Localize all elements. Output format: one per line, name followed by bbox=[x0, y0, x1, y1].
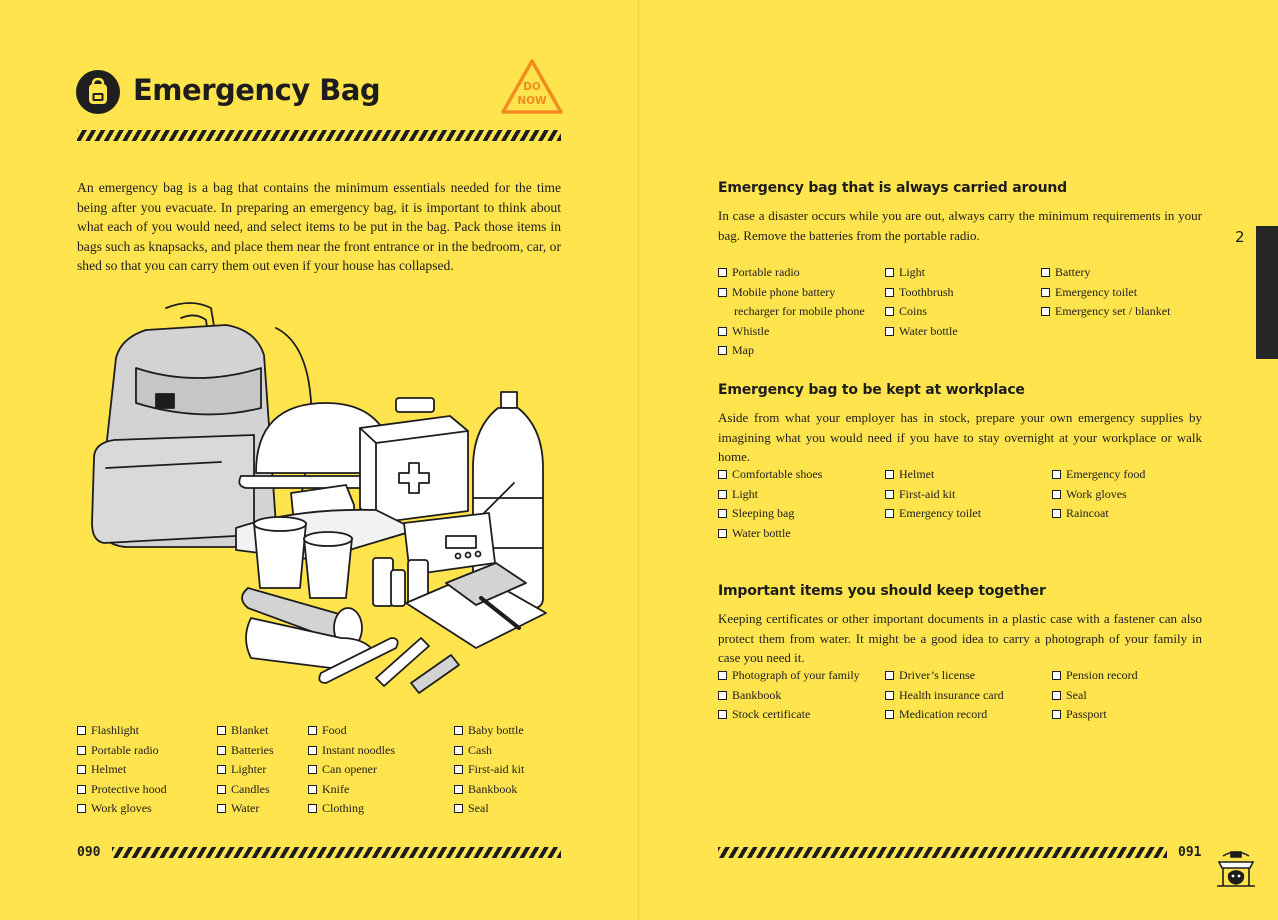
list-item[interactable]: Baby bottle bbox=[454, 721, 524, 741]
section-text-workplace: Aside from what your employer has in stock, prepare your own emergency supplies by imagining what you would need if you have to stay overnight at your workplace or walk home. bbox=[718, 410, 1202, 464]
list-item[interactable]: Lighter bbox=[217, 760, 274, 780]
list-item[interactable]: Medication record bbox=[885, 705, 1004, 725]
checkbox[interactable] bbox=[217, 785, 226, 794]
list-item[interactable]: Seal bbox=[1052, 686, 1138, 706]
carried-column-1 bbox=[718, 263, 865, 361]
list-item[interactable]: Health insurance card bbox=[885, 686, 1004, 706]
checkbox[interactable] bbox=[718, 346, 727, 355]
list-item[interactable]: Toothbrush bbox=[885, 283, 958, 303]
list-item[interactable]: Food bbox=[308, 721, 395, 741]
checkbox[interactable] bbox=[217, 804, 226, 813]
mascot-icon bbox=[1213, 848, 1259, 890]
checkbox[interactable] bbox=[885, 307, 894, 316]
checklist-column-4 bbox=[454, 721, 524, 819]
list-item[interactable]: Light bbox=[718, 485, 822, 505]
checkbox[interactable] bbox=[454, 746, 463, 755]
section-text-carried: In case a disaster occurs while you are out, always carry the minimum requirements in your bag. Remove the batteries from the portable radio. bbox=[718, 208, 1202, 243]
list-item[interactable]: Emergency toilet bbox=[1041, 283, 1170, 303]
page-number-right: 091 bbox=[1178, 845, 1202, 860]
checkbox[interactable] bbox=[1052, 691, 1061, 700]
checklist-column-3 bbox=[308, 721, 395, 819]
list-item[interactable]: Bankbook bbox=[718, 686, 860, 706]
backpack-icon bbox=[76, 70, 120, 114]
section-heading-workplace: Emergency bag to be kept at workplace bbox=[718, 382, 1025, 398]
checkbox[interactable] bbox=[718, 327, 727, 336]
list-item[interactable]: Coins bbox=[885, 302, 958, 322]
checkbox[interactable] bbox=[718, 691, 727, 700]
list-item[interactable]: Flashlight bbox=[77, 721, 167, 741]
badge-line2: NOW bbox=[517, 95, 547, 107]
emergency-bag-illustration bbox=[86, 298, 558, 708]
workplace-column-3 bbox=[1052, 465, 1145, 524]
carried-column-2 bbox=[885, 263, 958, 341]
list-item[interactable]: Batteries bbox=[217, 741, 274, 761]
checkbox[interactable] bbox=[885, 490, 894, 499]
checklist-column-2 bbox=[217, 721, 274, 819]
list-item[interactable]: Map bbox=[718, 341, 865, 361]
list-item[interactable]: Bankbook bbox=[454, 780, 524, 800]
section-heading-carried: Emergency bag that is always carried around bbox=[718, 180, 1067, 196]
checkbox[interactable] bbox=[1041, 288, 1050, 297]
hazard-stripe-bottom-left bbox=[112, 847, 561, 858]
list-item[interactable]: Stock certificate bbox=[718, 705, 860, 725]
checkbox[interactable] bbox=[885, 710, 894, 719]
checkbox[interactable] bbox=[885, 671, 894, 680]
badge-line1: DO bbox=[523, 81, 541, 93]
checkbox[interactable] bbox=[308, 785, 317, 794]
intro-paragraph: An emergency bag is a bag that contains the minimum essentials needed for the time being after you evacuate. In preparing an emergency bag, it is important to think about what each of you would need, and select items to be put in the bag. Pack those items in bags such as knapsacks, and place them near the front entrance or in the bedroom, car, or shed so that you can carry them out even if your house has collapsed. bbox=[77, 180, 561, 273]
checkbox[interactable] bbox=[1052, 470, 1061, 479]
list-item[interactable]: Candles bbox=[217, 780, 274, 800]
list-item[interactable]: Portable radio bbox=[77, 741, 167, 761]
hazard-stripe-top bbox=[77, 130, 561, 141]
section-text-important: Keeping certificates or other important documents in a plastic case with a fastener can also protect them from water. It might be a good idea to carry a photograph of your family in case you need it. bbox=[718, 611, 1202, 665]
list-item[interactable]: Water bbox=[217, 799, 274, 819]
list-item[interactable]: Whistle bbox=[718, 322, 865, 342]
workplace-column-2 bbox=[885, 465, 981, 524]
list-item[interactable]: Instant noodles bbox=[308, 741, 395, 761]
list-item[interactable]: Can opener bbox=[308, 760, 395, 780]
checkbox[interactable] bbox=[77, 746, 86, 755]
checkbox[interactable] bbox=[885, 327, 894, 336]
checkbox[interactable] bbox=[1052, 509, 1061, 518]
checkbox[interactable] bbox=[77, 726, 86, 735]
checkbox[interactable] bbox=[885, 509, 894, 518]
list-item[interactable]: Photograph of your family bbox=[718, 666, 860, 686]
checkbox[interactable] bbox=[77, 804, 86, 813]
checkbox[interactable] bbox=[718, 529, 727, 538]
checkbox[interactable] bbox=[718, 509, 727, 518]
list-item[interactable]: Seal bbox=[454, 799, 524, 819]
checkbox[interactable] bbox=[885, 691, 894, 700]
checkbox[interactable] bbox=[308, 746, 317, 755]
list-item[interactable]: First-aid kit bbox=[885, 485, 981, 505]
checkbox[interactable] bbox=[308, 804, 317, 813]
checkbox[interactable] bbox=[308, 726, 317, 735]
checkbox[interactable] bbox=[217, 746, 226, 755]
list-item[interactable]: Helmet bbox=[77, 760, 167, 780]
list-item[interactable]: Water bottle bbox=[718, 524, 822, 544]
page-title: Emergency Bag bbox=[133, 73, 381, 107]
checkbox[interactable] bbox=[1052, 710, 1061, 719]
checkbox[interactable] bbox=[718, 710, 727, 719]
list-item[interactable]: Protective hood bbox=[77, 780, 167, 800]
list-item[interactable]: First-aid kit bbox=[454, 760, 524, 780]
chapter-tab bbox=[1256, 226, 1278, 359]
hazard-stripe-bottom-right bbox=[718, 847, 1167, 858]
important-column-2 bbox=[885, 666, 1004, 725]
checkbox[interactable] bbox=[718, 671, 727, 680]
checkbox[interactable] bbox=[718, 268, 727, 277]
page-number-left: 090 bbox=[77, 845, 101, 860]
list-item[interactable]: Sleeping bag bbox=[718, 504, 822, 524]
checkbox[interactable] bbox=[308, 765, 317, 774]
list-item[interactable]: Pension record bbox=[1052, 666, 1138, 686]
checkbox[interactable] bbox=[454, 726, 463, 735]
list-item[interactable]: Emergency toilet bbox=[885, 504, 981, 524]
list-item[interactable]: Emergency food bbox=[1052, 465, 1145, 485]
chapter-number: 2 bbox=[1235, 228, 1245, 246]
checkbox[interactable] bbox=[885, 268, 894, 277]
list-item[interactable]: Clothing bbox=[308, 799, 395, 819]
important-column-1 bbox=[718, 666, 860, 725]
list-item[interactable]: Helmet bbox=[885, 465, 981, 485]
checkbox[interactable] bbox=[1052, 671, 1061, 680]
list-item[interactable]: Water bottle bbox=[885, 322, 958, 342]
checkbox[interactable] bbox=[1041, 307, 1050, 316]
checkbox[interactable] bbox=[1052, 490, 1061, 499]
right-page bbox=[639, 0, 1278, 920]
list-item[interactable]: Portable radio bbox=[718, 263, 865, 283]
list-item[interactable]: Cash bbox=[454, 741, 524, 761]
checkbox[interactable] bbox=[1041, 268, 1050, 277]
section-heading-important: Important items you should keep together bbox=[718, 583, 1046, 599]
list-item[interactable]: Emergency set / blanket bbox=[1041, 302, 1170, 322]
list-item[interactable]: Blanket bbox=[217, 721, 274, 741]
checkbox[interactable] bbox=[718, 470, 727, 479]
list-item[interactable]: Comfortable shoes bbox=[718, 465, 822, 485]
checkbox[interactable] bbox=[718, 288, 727, 297]
important-column-3 bbox=[1052, 666, 1138, 725]
workplace-column-1 bbox=[718, 465, 822, 543]
checkbox[interactable] bbox=[217, 726, 226, 735]
checkbox[interactable] bbox=[454, 785, 463, 794]
checkbox[interactable] bbox=[77, 765, 86, 774]
list-item[interactable]: Raincoat bbox=[1052, 504, 1145, 524]
list-item[interactable]: Light bbox=[885, 263, 958, 283]
list-item[interactable]: Mobile phone battery bbox=[718, 283, 865, 303]
carried-column-3 bbox=[1041, 263, 1170, 322]
do-now-badge bbox=[500, 57, 564, 117]
list-item[interactable]: Knife bbox=[308, 780, 395, 800]
list-item-continuation: recharger for mobile phone bbox=[734, 304, 865, 319]
checklist-column-1 bbox=[77, 721, 167, 819]
checkbox[interactable] bbox=[454, 765, 463, 774]
checkbox[interactable] bbox=[885, 470, 894, 479]
checkbox[interactable] bbox=[718, 490, 727, 499]
checkbox[interactable] bbox=[217, 765, 226, 774]
list-item[interactable]: Work gloves bbox=[1052, 485, 1145, 505]
checkbox[interactable] bbox=[77, 785, 86, 794]
list-item[interactable]: Passport bbox=[1052, 705, 1138, 725]
checkbox[interactable] bbox=[885, 288, 894, 297]
list-item[interactable]: Work gloves bbox=[77, 799, 167, 819]
checkbox[interactable] bbox=[454, 804, 463, 813]
list-item[interactable]: Driver’s license bbox=[885, 666, 1004, 686]
list-item[interactable]: Battery bbox=[1041, 263, 1170, 283]
